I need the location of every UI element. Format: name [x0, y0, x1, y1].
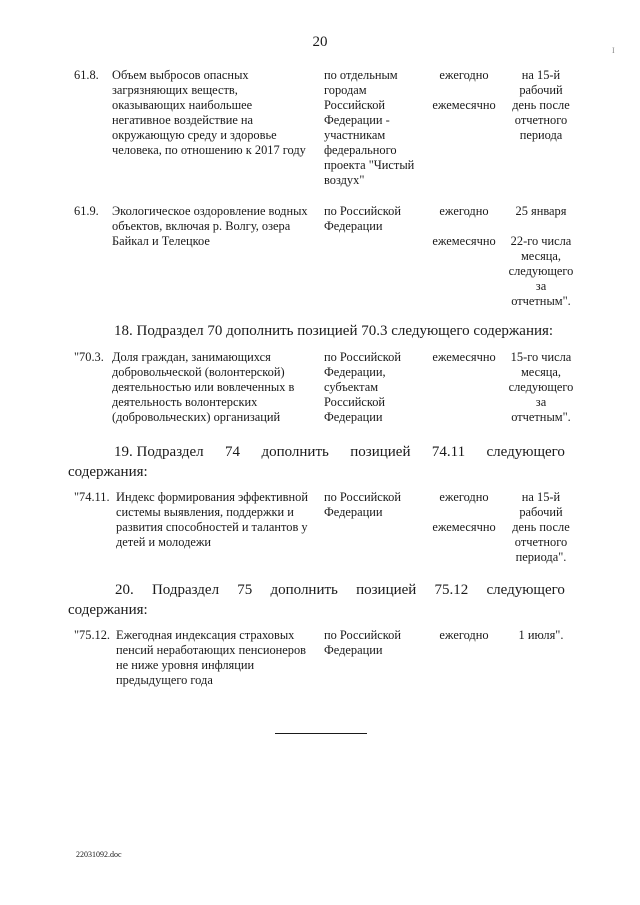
- entry-number: "70.3.: [74, 350, 104, 364]
- entry-breakdown: по Российской Федерации: [324, 490, 401, 519]
- entry-breakdown: по Российской Федерации, субъектам Российской Федерации: [324, 350, 401, 424]
- entry-description: Ежегодная индексация страховых пенсий неработающих пенсионеров не ниже уровня инфляции предыдущего года: [116, 628, 307, 687]
- entry-description: Индекс формирования эффективной системы выявления, поддержки и развития способностей и талантов у детей и молодежи: [116, 490, 308, 549]
- entry-number: 61.9.: [74, 204, 99, 218]
- paragraph-18: 18. Подраздел 70 дополнить позицией 70.3 следующего содержания:: [114, 323, 554, 339]
- page-number: 20: [312, 34, 328, 50]
- entry-breakdown: по Российской Федерации: [324, 204, 401, 233]
- entry-breakdown: по отдельным городам Российской Федерации - участникам федерального проекта "Чистый воздух": [324, 68, 415, 187]
- divider: [275, 733, 367, 734]
- entry-number: "75.12.: [74, 628, 111, 642]
- entry-deadline: 1 июля".: [518, 628, 564, 642]
- entry-periodicity: ежегодно ежемесячно: [432, 68, 496, 112]
- entry-number: "74.11.: [74, 490, 110, 504]
- entry-number: 61.8.: [74, 68, 99, 82]
- footer-filename: 22031092.doc: [76, 850, 122, 859]
- entry-periodicity: ежегодно ежемесячно: [432, 204, 496, 248]
- entry-deadline: 25 января 22-го числа месяца, следующего за отчетным".: [508, 204, 574, 308]
- entry-periodicity: ежегодно ежемесячно: [432, 490, 496, 534]
- entry-breakdown: по Российской Федерации: [324, 628, 401, 657]
- entry-description: Экологическое оздоровление водных объектов, включая р. Волгу, озера Байкал и Телецкое: [112, 204, 308, 248]
- entry-deadline: на 15-й рабочий день после отчетного периода".: [512, 490, 570, 564]
- entry-deadline: 15-го числа месяца, следующего за отчетным".: [508, 350, 574, 424]
- entry-deadline: на 15-й рабочий день после отчетного периода: [512, 68, 570, 142]
- entry-description: Доля граждан, занимающихся добровольческой (волонтерской) деятельностью или вовлеченных в деятельность волонтерских (добровольческих) организаций: [112, 350, 295, 424]
- paragraph-20: 20. Подраздел 75 дополнить позицией 75.12 следующего содержания:: [68, 582, 565, 618]
- entry-periodicity: ежемесячно: [432, 350, 496, 364]
- entry-periodicity: ежегодно: [439, 628, 489, 642]
- margin-mark: I: [612, 46, 615, 55]
- entry-description: Объем выбросов опасных загрязняющих веществ, оказывающих наибольшее негативное воздействие на окружающую среду и здоровье человека, по отношению к 2017 году: [112, 68, 306, 157]
- paragraph-19: 19. Подраздел 74 дополнить позицией 74.11 следующего содержания:: [68, 444, 565, 480]
